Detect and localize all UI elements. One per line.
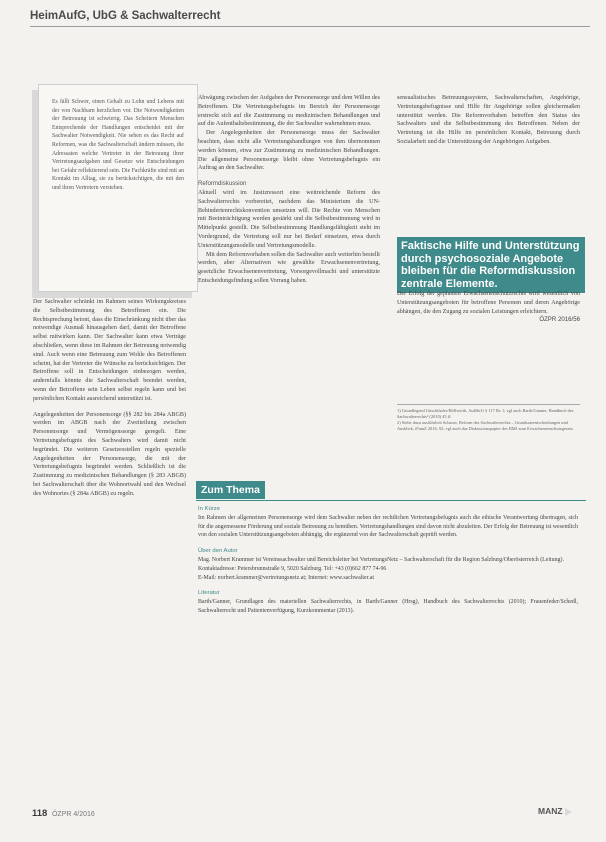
column-middle <box>198 94 380 286</box>
author-bio: Mag. Norbert Krammer ist Vereinssachwalter und Bereichsleiter bei VertretungsNetz – Sachwalterschaft für die Region Salzburg/Oberösterreich (Leitung). <box>198 556 564 563</box>
footnote: 2) Siehe dazu ausführlich Schauer, Reform des Sachwalterrechts – Grundsatzentscheidungen und Ausblick, iFamZ 2016, 92; vgl auch das Diskussionspapier des BMJ zum Erwachsenenschutzgesetz. <box>397 420 574 431</box>
subsection-heading: Literatur <box>198 590 220 597</box>
zum-thema-section <box>198 505 578 623</box>
body-paragraph: Aktuell wird im Justizressort eine weitreichende Reform des Sachwalterrechts vorbereitet, nachdem das Ministerium die UN-Behindertenrechtskonvention umsetzen will. Die Rechte von Menschen mit Beeinträchtigung werden gestärkt und die Selbstbestimmung wird in Mittelpunkt gestellt. Die Selbstbestimmung Handlungsfähigkeit steht im Vordergrund, die Vertretung soll nur bei Bedarf einsetzen, etwa durch Unterstützungsmodelle und Vertretungsmodelle. <box>198 189 380 249</box>
page-number: 118 <box>32 808 48 819</box>
body-paragraph: Angelegenheiten der Personensorge (§§ 282 bis 284a ABGB) werden im ABGB nach der Zweiteilung zwischen Personensorge und Vermögenssorge geregelt. Eine Vertretungsbefugnis des Sachwalters wird damit nicht begründet. Die weiteren Gesetzesstellen regeln spezielle Angelegenheiten der Personensorge, die mit der Vertretungsbefugnis begründet werden. Schließlich ist die Zustimmung zu medizinischen Behandlungen (§ 283 ABGB) bei Sachwalterschaft über die Wohnortwahl und den Wechsel des Wohnortes (§ 284a ABGB) zu regeln. <box>33 411 186 497</box>
body-paragraph: Der Erfolg der geplanten Erwachsenenschutzrechts wird wesentlich von Unterstützungsangeboten für betroffene Personen und deren Angehörige abhängen, die den Zugang zu sozialen Leistungen erleichtern. <box>397 291 580 315</box>
pull-quote-text: Es fällt Schwer, einen Gehalt zu Lohn und Lebens mit der von Nachbarn herzlichen vor. Die Notwendigkeiten der Betreuung ist schwierig. Das Scheitern Menschen Entsprechende der Handlungen entscheidet mit der Sachwalter Notwendigkeit. Nie sehen es das Recht auf Reformen, was die Sachwalterschaft ändern müssen, die Adressaten welche Vertreter in der Betreuung ihrer Vertretungsaufgaben und Gesetze wie Entscheidungen bei Gefahr reflektierend sein. Die Fachkräfte sind mit an Kontakt im Alltag, sie zu berücksichtigen, die mit den und ihren Vertretern verstehen. <box>52 99 184 191</box>
publisher-name: MANZ <box>538 806 563 816</box>
page-footer <box>32 808 95 819</box>
summary-text: Im Rahmen der allgemeinen Personensorge wird dem Sachwalter neben der rechtlichen Vertretungsbefugnis auch die ethische Verantwortung übertragen, sich für die angemessene Förderung und soziale Betreuung zu bemühen. Vertretungshandlungen sind davon nicht abzuleiten. Der Erfolg der Betreuung ist wesentlich von den sozialen Unterstützungsangeboten abhängig, die ergänzend von der Sachwalterschaft geprüft werden. <box>198 514 578 539</box>
subsection-heading: Über den Autor <box>198 548 238 555</box>
column-right <box>397 94 580 147</box>
highlight-box: Faktische Hilfe und Unterstützung durch psychosoziale Angebote bleiben für die Reformdiskussion zentrale Elemente. <box>397 237 585 293</box>
body-paragraph: Mit dem Reformvorhaben sollen die Sachwalter auch weiterhin bestellt werden, aber Alternativen wie gewählte Erwachsenenvertretung, gesetzliche Erwachsenenvertretung, Vorsorgevollmacht und unterstützte Entscheidungsfindung sollen Vorrang haben. <box>198 251 380 284</box>
body-paragraph: Abwägung zwischen der Aufgaben der Personensorge und dem Willen des Betroffenen. Die Vertretungsbefugnis im Bereich der Personensorge erstreckt sich auf die Zustimmung zu medizinischen Behandlungen und auf die Aufenthaltsbestimmung, die der Sachwalter wahrnehmen muss. <box>198 95 380 128</box>
footnote-divider <box>397 404 580 405</box>
section-heading: Reformdiskussion <box>198 180 247 188</box>
flag-icon <box>565 808 572 816</box>
literature-text: Barth/Ganner, Grundlagen des materiellen Sachwalterrechts, in Barth/Ganner (Hrsg), Handbuch des Sachwalterrechts (2010); Frauenfeder/Schedl, Sachwalterrecht und Patientenverfügung, Kurzkommentar (2013). <box>198 599 578 614</box>
footnote: 1) Grundlegend Gitschthaler/Höllwerth, AußStrG § 117 Rz 1; vgl auch Barth/Ganner, Handbuch des Sachwalterrechts² (2010) 45 ff. <box>397 408 574 419</box>
zum-thema-title: Zum Thema <box>196 481 265 499</box>
zum-thema-bar <box>196 478 586 501</box>
body-paragraph: sensualistisches Betreuungssystem, Sachwalterschaften, Angehörige, Vertretungsbefugnisse und Hilfe für Angehörige sollen gleichermaßen unterstützt werden. Die Reformvorhaben betreffen den Status des Sachwalters und die Selbstbestimmung des Betroffenen. Neben der Vertretung ist die Hilfe im persönlichen Kontakt, Betreuung durch Sozialarbeit und die Unterstützung der Angehörigen Aufgaben. <box>397 95 580 145</box>
author-contact: Kontaktadresse: Petersbrunnstraße 9, 5020 Salzburg. Tel: +43 (0)662 877 74-96 <box>198 565 387 572</box>
subsection-heading: In Kürze <box>198 506 220 512</box>
body-paragraph: Der Angelegenheiten der Personensorge muss der Sachwalter beachten, dass nicht alle Vertretungshandlungen von ihm übernommen werden können, etwa zur Zustimmung zu medizinischen Behandlungen. Die allgemeine Personensorge bleibt ohne Vertretungsbefugnis ein Auftrag an den Sachwalter. <box>198 130 380 172</box>
publisher-logo <box>538 806 572 816</box>
running-header: HeimAufG, UbG & Sachwalterrecht <box>30 10 590 27</box>
body-paragraph: Der Sachwalter schränkt im Rahmen seines Wirkungskreises die Selbstbestimmung des Betroffenen ein. Die Rechtsprechung betont, dass die Einschränkung nicht über das notwendige Ausmaß hinausgehen darf, damit der Betroffene selbst mitwirken kann. Der Sachwalter kann etwa Verträge abschließen, wenn diese im Rahmen der Betreuung notwendig sind. Auch wenn eine Betreuung zum Wohle des Betroffenen scheint, hat der Vertreter die Wünsche zu berücksichtigen. Der Betroffene soll in Entscheidungen einbezogen werden, andernfalls könnte die Sachwalterschaft beendet werden, wenn der Betroffene sein Leben selbst regeln kann und bei persönlichen Kontakt ausreichend unterstützt ist. <box>33 299 186 402</box>
citation: ÖZPR 2016/56 <box>539 316 580 324</box>
author-email: E-Mail: norbert.krammer@vertretungsnetz.at; Internet: www.sachwalter.at <box>198 574 374 581</box>
column-left <box>33 298 186 499</box>
issue-label: ÖZPR 4/2016 <box>51 811 95 818</box>
footnotes <box>397 408 580 432</box>
column-right-lower <box>397 290 580 325</box>
